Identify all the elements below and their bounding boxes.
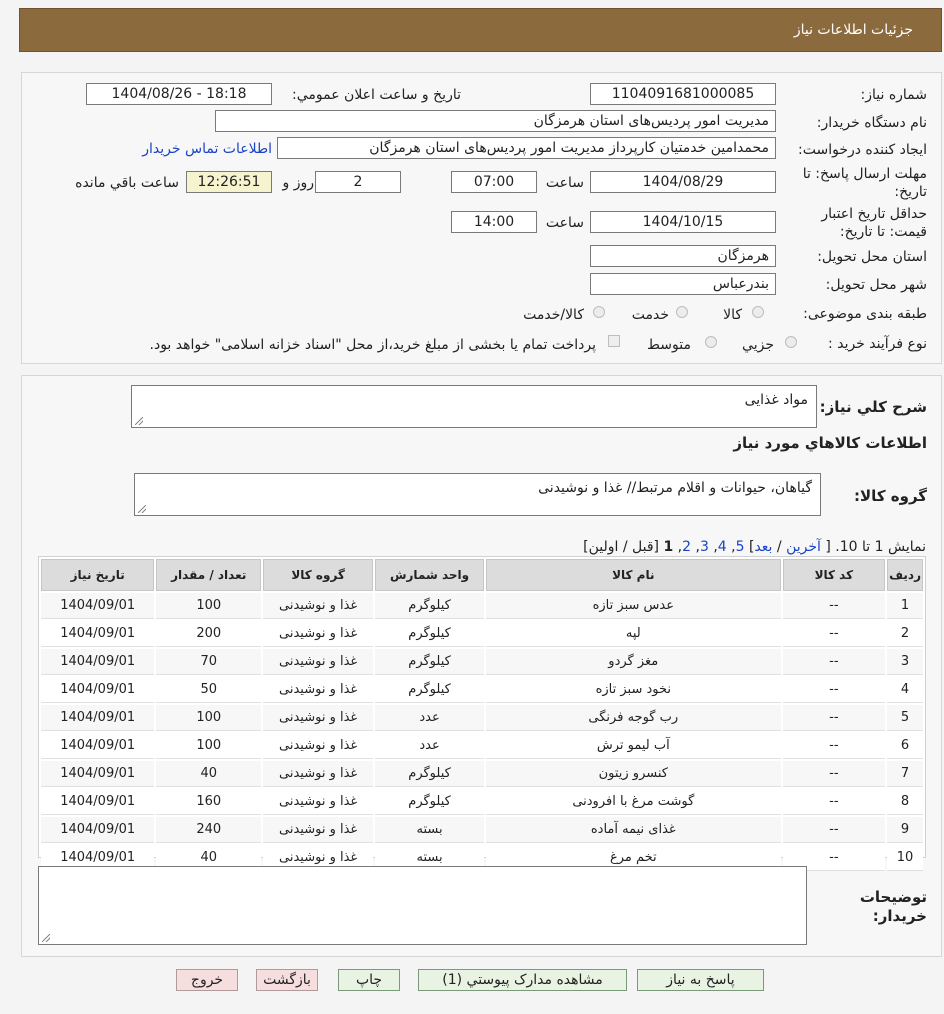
cell-need-date: 1404/09/01 — [41, 593, 154, 619]
announce-datetime-field: 1404/08/26 - 18:18 — [86, 83, 272, 105]
cell-unit: کیلوگرم — [375, 621, 484, 647]
pagination-prev-first: [قبل / اولین] — [583, 539, 660, 555]
validity-label: حداقل تاریخ اعتبار قیمت: تا تاریخ: — [821, 206, 927, 240]
province-field: هرمزگان — [590, 245, 776, 267]
treasury-payment-checkbox[interactable] — [608, 335, 620, 347]
cell-quantity: 70 — [156, 649, 261, 675]
back-button[interactable]: بازگشت — [256, 969, 318, 991]
cell-item-group: غذا و نوشیدنی — [263, 621, 373, 647]
summary-textarea — [131, 385, 817, 428]
cell-row-number: 7 — [887, 761, 923, 787]
items-table-header-row — [41, 559, 923, 591]
cell-row-number: 1 — [887, 593, 923, 619]
cell-quantity: 160 — [156, 789, 261, 815]
process-label: نوع فرآیند خرید : — [828, 336, 927, 352]
deadline-label: مهلت ارسال پاسخ: تا تاریخ: — [802, 166, 927, 200]
cell-item-name: کنسرو زیتون — [486, 761, 781, 787]
buyer-contact-link[interactable]: اطلاعات تماس خریدار — [142, 141, 272, 157]
cell-row-number: 5 — [887, 705, 923, 731]
items-table-body — [41, 593, 923, 871]
goods-info-title: اطلاعات کالاهاي مورد نياز — [733, 434, 927, 452]
cell-quantity: 240 — [156, 817, 261, 843]
province-label: استان محل تحویل: — [817, 249, 927, 265]
cell-item-code: -- — [783, 705, 886, 731]
table-row — [41, 621, 923, 647]
deadline-time-field: 07:00 — [451, 171, 537, 193]
pagination-last-link[interactable]: آخرین — [786, 539, 821, 555]
col-header-item-code: کد کالا — [783, 559, 886, 591]
cell-item-code: -- — [783, 593, 886, 619]
cell-need-date: 1404/09/01 — [41, 733, 154, 759]
cell-item-code: -- — [783, 761, 886, 787]
buyer-notes-textarea — [38, 866, 807, 945]
days-field: 2 — [315, 171, 401, 193]
cell-unit: بسته — [375, 845, 484, 871]
cell-row-number: 8 — [887, 789, 923, 815]
cell-item-group: غذا و نوشیدنی — [263, 677, 373, 703]
cell-item-name: آب لیمو ترش — [486, 733, 781, 759]
cell-item-name: غذای نیمه آماده — [486, 817, 781, 843]
cell-need-date: 1404/09/01 — [41, 817, 154, 843]
resize-grip-icon[interactable] — [42, 934, 50, 942]
cell-need-date: 1404/09/01 — [41, 789, 154, 815]
cell-item-name: تخم مرغ — [486, 845, 781, 871]
cell-need-date: 1404/09/01 — [41, 621, 154, 647]
cell-unit: عدد — [375, 705, 484, 731]
cell-item-group: غذا و نوشیدنی — [263, 593, 373, 619]
resize-grip-icon[interactable] — [138, 505, 146, 513]
goods-group-textarea — [134, 473, 821, 516]
cell-item-group: غذا و نوشیدنی — [263, 761, 373, 787]
cell-item-group: غذا و نوشیدنی — [263, 789, 373, 815]
creator-label: ایجاد کننده درخواست: — [798, 142, 927, 158]
items-table — [39, 557, 925, 873]
cell-need-date: 1404/09/01 — [41, 761, 154, 787]
cell-need-date: 1404/09/01 — [41, 845, 154, 871]
process-medium-label: متوسط — [647, 337, 691, 353]
cell-item-code: -- — [783, 621, 886, 647]
cell-item-name: مغز گردو — [486, 649, 781, 675]
cell-item-group: غذا و نوشیدنی — [263, 649, 373, 675]
category-goods-service-label: کالا/خدمت — [523, 307, 584, 323]
cell-need-date: 1404/09/01 — [41, 649, 154, 675]
cell-unit: کیلوگرم — [375, 593, 484, 619]
category-goods-radio[interactable] — [752, 306, 764, 318]
cell-unit: بسته — [375, 817, 484, 843]
cell-item-name: عدس سبز تازه — [486, 593, 781, 619]
process-small-radio[interactable] — [785, 336, 797, 348]
category-label: طبقه بندی موضوعی: — [803, 306, 927, 322]
need-number-label: شماره نیاز: — [860, 87, 927, 103]
category-service-radio[interactable] — [676, 306, 688, 318]
table-row — [41, 677, 923, 703]
remaining-label: ساعت باقي مانده — [75, 175, 179, 191]
cell-item-name: نخود سبز تازه — [486, 677, 781, 703]
cell-quantity: 100 — [156, 593, 261, 619]
pagination-page-5[interactable]: 5 — [735, 539, 745, 555]
table-row — [41, 733, 923, 759]
cell-item-code: -- — [783, 789, 886, 815]
print-button[interactable]: چاپ — [338, 969, 400, 991]
need-number-field: 1104091681000085 — [590, 83, 776, 105]
cell-quantity: 100 — [156, 705, 261, 731]
cell-quantity: 200 — [156, 621, 261, 647]
cell-row-number: 6 — [887, 733, 923, 759]
validity-time-field: 14:00 — [451, 211, 537, 233]
pagination: نمایش 1 تا 10. [ آخرین / بعد] 5, 4, 3, 2, 1 [قبل / اولین] — [583, 539, 926, 555]
days-label: روز و — [282, 175, 314, 191]
col-header-item-group: گروه کالا — [263, 559, 373, 591]
page-header — [19, 8, 942, 52]
process-medium-radio[interactable] — [705, 336, 717, 348]
process-small-label: جزیي — [742, 337, 774, 353]
table-row — [41, 593, 923, 619]
cell-quantity: 100 — [156, 733, 261, 759]
buyer-notes-label: توضیحات خریدار: — [859, 888, 927, 925]
summary-label: شرح کلي نیاز: — [819, 398, 927, 416]
resize-grip-icon[interactable] — [135, 417, 143, 425]
col-header-quantity: تعداد / مقدار — [156, 559, 261, 591]
pagination-range: نمایش 1 تا 10. [ — [825, 539, 926, 555]
cell-item-name: لپه — [486, 621, 781, 647]
pagination-separator: / — [772, 539, 787, 555]
view-attachments-button[interactable]: مشاهده مدارک پیوستي (1) — [418, 969, 627, 991]
deadline-date-field: 1404/08/29 — [590, 171, 776, 193]
page-title: جزئیات اطلاعات نیاز — [793, 22, 913, 38]
table-row — [41, 705, 923, 731]
cell-unit: کیلوگرم — [375, 761, 484, 787]
items-table-container — [38, 556, 926, 865]
cell-item-code: -- — [783, 649, 886, 675]
goods-group-text: گیاهان، حیوانات و اقلام مرتبط// غذا و نوشیدنی — [538, 480, 812, 496]
cell-item-code: -- — [783, 733, 886, 759]
cell-item-name: رب گوجه فرنگی — [486, 705, 781, 731]
cell-item-group: غذا و نوشیدنی — [263, 733, 373, 759]
table-row — [41, 649, 923, 675]
buyer-field: مدیریت امور پردیس‌های استان هرمزگان — [215, 110, 776, 132]
goods-group-label: گروه کالا: — [854, 487, 927, 505]
cell-unit: کیلوگرم — [375, 677, 484, 703]
exit-button[interactable]: خروج — [176, 969, 238, 991]
cell-quantity: 50 — [156, 677, 261, 703]
cell-quantity: 40 — [156, 761, 261, 787]
pagination-page-3[interactable]: 3 — [699, 539, 709, 555]
cell-item-code: -- — [783, 845, 886, 871]
cell-item-code: -- — [783, 817, 886, 843]
table-row — [41, 761, 923, 787]
table-row — [41, 817, 923, 843]
cell-quantity: 40 — [156, 845, 261, 871]
cell-item-group: غذا و نوشیدنی — [263, 705, 373, 731]
deadline-time-label: ساعت — [545, 175, 584, 191]
cell-need-date: 1404/09/01 — [41, 705, 154, 731]
cell-row-number: 10 — [887, 845, 923, 871]
cell-need-date: 1404/09/01 — [41, 677, 154, 703]
cell-row-number: 2 — [887, 621, 923, 647]
summary-text: مواد غذایی — [744, 392, 808, 408]
creator-field: محمدامین خدمتیان کارپرداز مدیریت امور پردیس‌های استان هرمزگان — [277, 137, 776, 159]
cell-unit: کیلوگرم — [375, 649, 484, 675]
cell-unit: کیلوگرم — [375, 789, 484, 815]
pagination-current-page: 1 — [663, 539, 674, 555]
announce-label: تاریخ و ساعت اعلان عمومي: — [292, 87, 461, 103]
table-row — [41, 789, 923, 815]
city-field: بندرعباس — [590, 273, 776, 295]
pagination-page-2[interactable]: 2 — [682, 539, 692, 555]
col-header-need-date: تاریخ نیاز — [41, 559, 154, 591]
col-header-row-number: ردیف — [887, 559, 923, 591]
treasury-payment-note: پرداخت تمام یا بخشی از مبلغ خرید،از محل "اسناد خزانه اسلامی" خواهد بود. — [149, 337, 596, 353]
validity-date-field: 1404/10/15 — [590, 211, 776, 233]
buyer-label: نام دستگاه خریدار: — [816, 115, 927, 131]
cell-item-group: غذا و نوشیدنی — [263, 845, 373, 871]
category-goods-label: کالا — [723, 307, 742, 323]
cell-item-code: -- — [783, 677, 886, 703]
category-goods-service-radio[interactable] — [593, 306, 605, 318]
cell-item-group: غذا و نوشیدنی — [263, 817, 373, 843]
cell-unit: عدد — [375, 733, 484, 759]
cell-item-name: گوشت مرغ با افرودنی — [486, 789, 781, 815]
col-header-item-name: نام کالا — [486, 559, 781, 591]
pagination-page-4[interactable]: 4 — [717, 539, 727, 555]
col-header-unit: واحد شمارش — [375, 559, 484, 591]
pagination-next-link[interactable]: بعد — [754, 539, 773, 555]
cell-row-number: 3 — [887, 649, 923, 675]
remaining-time-field: 12:26:51 — [186, 171, 272, 193]
cell-row-number: 4 — [887, 677, 923, 703]
city-label: شهر محل تحویل: — [825, 277, 927, 293]
category-service-label: خدمت — [631, 307, 669, 323]
validity-time-label: ساعت — [545, 215, 584, 231]
reply-button[interactable]: پاسخ به نیاز — [637, 969, 764, 991]
cell-row-number: 9 — [887, 817, 923, 843]
